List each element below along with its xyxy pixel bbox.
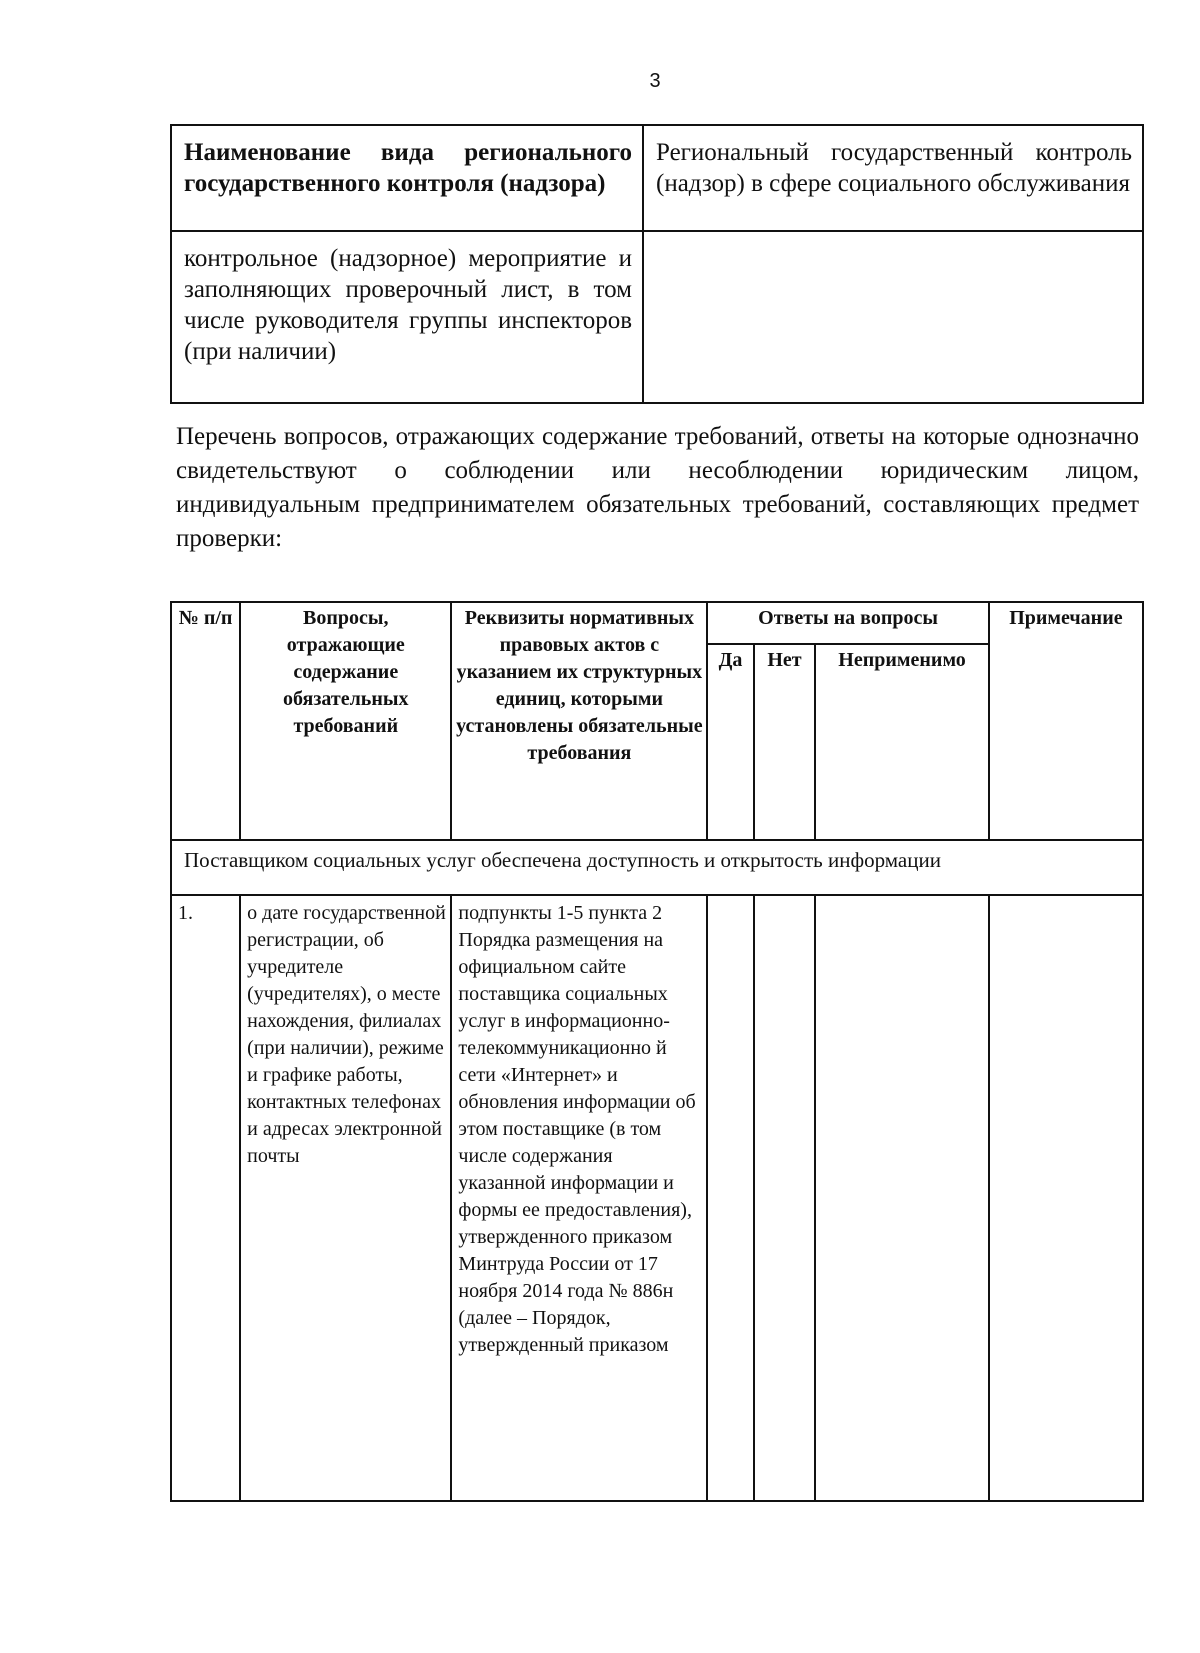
row-yes	[707, 895, 753, 1501]
control-type-table	[170, 124, 1144, 404]
inspectors-label: контрольное (надзорное) мероприятие и заполняющих проверочный лист, в том числе руководителя группы инспекторов (при наличии)	[171, 231, 643, 403]
row-num: 1.	[171, 895, 240, 1501]
row-not-applicable	[815, 895, 989, 1501]
header-no: Нет	[754, 644, 816, 840]
control-type-value: Региональный государственный контроль (надзор) в сфере социального обслуживания	[643, 125, 1143, 231]
row-note	[989, 895, 1143, 1501]
checklist-table	[170, 601, 1144, 1502]
header-answers: Ответы на вопросы	[707, 602, 988, 644]
inspectors-value	[643, 231, 1143, 403]
row-question: о дате государственной регистрации, об учредителе (учредителях), о месте нахождения, филиалах (при наличии), режиме и графике работы, контактных телефонах и адресах электронной почты	[240, 895, 451, 1501]
checklist-header-row	[171, 602, 1143, 644]
row-requisites: подпункты 1-5 пункта 2 Порядка размещения на официальном сайте поставщика социальных услуг в информационно-телекоммуникационно й сети «Интернет» и обновления информации об этом поставщике (в том числе содержания указанной информации и формы ее предоставления), утвержденного приказом Минтруда России от 17 ноября 2014 года № 886н (далее – Порядок, утвержденный приказом	[451, 895, 707, 1501]
section-title: Поставщиком социальных услуг обеспечена доступность и открытость информации	[171, 840, 1143, 895]
section-title-row	[171, 840, 1143, 895]
page-number: 3	[649, 70, 661, 92]
header-requisites: Реквизиты нормативных правовых актов с указанием их структурных единиц, которыми установлены обязательные требования	[451, 602, 707, 840]
table-row	[171, 895, 1143, 1501]
control-type-row	[171, 125, 1143, 231]
header-num: № п/п	[171, 602, 240, 840]
header-yes: Да	[707, 644, 753, 840]
header-not-applicable: Неприменимо	[815, 644, 989, 840]
inspectors-row	[171, 231, 1143, 403]
questions-intro-text: Перечень вопросов, отражающих содержание требований, ответы на которые однозначно свидетельствуют о соблюдении или несоблюдении юридическим лицом, индивидуальным предпринимателем обязательных требований, составляющих предмет проверки:	[176, 423, 1139, 552]
header-note: Примечание	[989, 602, 1143, 840]
row-no	[754, 895, 816, 1501]
control-type-label: Наименование вида регионального государственного контроля (надзора)	[171, 125, 643, 231]
header-questions: Вопросы, отражающие содержание обязательных требований	[240, 602, 451, 840]
